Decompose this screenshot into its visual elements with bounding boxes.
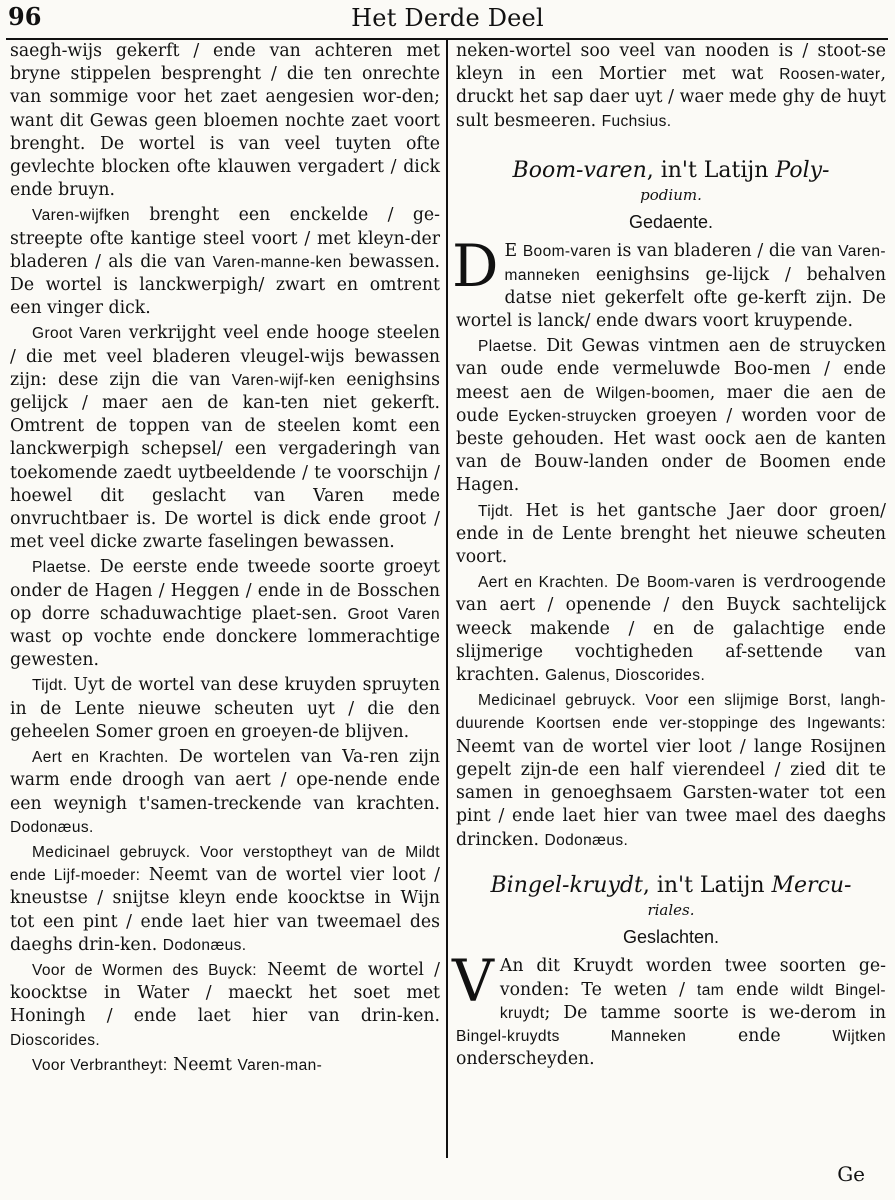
paragraph-text: eenighsins ge-lijck / behalven datse niet gekerfelt ofte ge-kerft zijn. De wortel is lanck/ ende dwars voort kruypende.	[456, 264, 886, 332]
paragraph	[456, 335, 886, 497]
paragraph	[456, 571, 886, 687]
source-citation: Dodonæus.	[544, 831, 629, 849]
heading-connector: , in't Latijn	[642, 872, 772, 898]
paragraph-text: verkrijght veel ende hooge steelen / die met veel bladeren vleugel-wijs bewassen zijn: dese zijn die van	[10, 323, 440, 390]
latin-name: Mercu-	[771, 872, 852, 898]
paragraph-text: ende	[724, 979, 791, 1000]
drop-cap: V	[452, 947, 494, 1016]
paragraph-text: Neemt van de wortel vier loot / kneustse / snijtse kleyn ende koocktse in Wijn tot een pint / ende laet hier van tweemael des daeghs drin-ken.	[10, 865, 440, 955]
term-label: Groot Varen	[347, 605, 440, 623]
term-label: tam	[697, 981, 725, 999]
plant-name: Boom-varen	[512, 157, 647, 183]
section-label: Aert en Krachten.	[478, 574, 609, 592]
source-citation: Dodonæus.	[162, 936, 247, 954]
paragraph-text: onderscheyden.	[456, 1049, 595, 1070]
drop-cap: D	[452, 232, 499, 301]
paragraph	[452, 232, 886, 333]
paragraph-text: , maer die aen de oude	[456, 382, 886, 426]
source-citation: Galenus, Dioscorides.	[545, 667, 706, 685]
paragraph	[10, 674, 440, 744]
paragraph-text: is verdroogende van aert / openende / den Buyck sachtelijck weeck makende / en de galachtige ende slijmerige vochtigheden af-settende van krachten.	[456, 572, 886, 686]
term-label: Varen-manneken	[504, 243, 886, 284]
section-label: Tijdt.	[478, 502, 514, 520]
term-label: Eycken-struycken	[508, 407, 637, 425]
term-label: Varen-wijf-ken	[231, 371, 336, 389]
right-column	[452, 40, 886, 1071]
term-label: wildt Bingel-kruydt	[499, 981, 886, 1022]
entry-heading	[456, 874, 886, 899]
page-number: 96	[8, 2, 42, 31]
latin-name-continued: podium.	[640, 186, 702, 205]
section-label: Plaetse.	[478, 338, 538, 356]
latin-name-continued: riales.	[647, 900, 695, 919]
paragraph-text: , druckt het sap daer uyt / waer mede ghy de huyt sult besmeeren.	[456, 64, 886, 131]
paragraph-text: De eerste ende tweede soorte groeyt onder de Hagen / Heggen / ende in de Bosschen op dorre schaduwachtige plaet-sen.	[10, 557, 440, 624]
running-head: Het Derde Deel	[351, 4, 544, 32]
term-label: Wijtken	[832, 1027, 886, 1045]
section-label: Plaetse.	[32, 559, 92, 577]
paragraph-text: eenighsins gelijck / maer aen de kan-ten niet gekerft. Omtrent de toppen van de steelen komt een lanckwerpigh schepsel/ een vergaderingh van toekomende zaedt uytbeeldende / te voorschijn / hoewel dit geslacht van Varen mede onvruchtbaer is. De wortel is dick ende groot / met veel dicke zwarte faselingen bewassen.	[10, 369, 440, 553]
paragraph-text: Uyt de wortel van dese kruyden spruyten in de Lente nieuwe scheuten uyt / die den geheelen Somer groen en groeyen-de blijven.	[10, 675, 440, 742]
paragraph	[452, 947, 886, 1071]
paragraph-text: bewassen. De wortel is lanckwerpigh/ zwart en omtrent een vinger dick.	[10, 251, 440, 319]
source-citation: Fuchsius.	[601, 112, 672, 130]
catchword: Ge	[837, 1162, 865, 1186]
paragraph	[10, 204, 440, 320]
paragraph	[456, 500, 886, 570]
paragraph-text: wast op vochte ende donckere lommerachtige gewesten.	[10, 627, 440, 671]
paragraph-text: Neemt van de wortel vier loot / lange Rosijnen gepelt zijn-de een half vierendeel / zied dit te samen in genoeghsaem Garsten-water tot een pint / ende laet hier van twee mael des daeghs drincken.	[456, 736, 886, 850]
paragraph-text: groeyen / worden voor de beste gehouden. Het wast oock aen de kanten van de Bouw-landen onder de Boomen ende Hagen.	[456, 405, 886, 496]
paragraph-text: E	[504, 241, 523, 262]
paragraph	[10, 959, 440, 1052]
paragraph-text: neken-wortel soo veel van nooden is / stoot-se kleyn in een Mortier met wat	[456, 41, 886, 85]
paragraph-text: saegh-wijs gekerft / ende van achteren met bryne stippelen besprenght / die ten onrechte van sommige voor het zaet aengesien wor-den; want dit Gewas geen bloemen nochte zaet voort brenght. De wortel is van veel tuyten ofte gevlechte blocken ofte klauwen vergadert / dick ende bruyn.	[10, 41, 440, 201]
section-title: Gedaente.	[628, 212, 714, 233]
term-label: Boom-varen	[522, 243, 612, 261]
entry-heading	[456, 159, 886, 184]
paragraph-text: is van bladeren / die van	[611, 241, 839, 262]
heading-connector: , in't Latijn	[646, 157, 776, 183]
column-divider	[446, 38, 448, 1158]
latin-name: Poly-	[775, 157, 830, 183]
term-label: Roosen-water	[779, 66, 881, 84]
paragraph-text: ; De tamme soorte is we-derom in	[544, 1002, 886, 1023]
paragraph-text: Neemt	[167, 1054, 238, 1075]
section-label: Tijdt.	[32, 677, 68, 695]
section-title: Geslachten.	[622, 927, 720, 948]
term-label: Wilgen-boomen	[595, 384, 710, 402]
term-label: Varen-man-	[237, 1056, 323, 1074]
source-citation: Dioscorides.	[10, 1031, 101, 1049]
paragraph	[456, 689, 886, 851]
paragraph-text: Neemt de wortel / koocktse in Water / maeckt het soet met Honingh / ende laet hier van drin-ken.	[10, 959, 440, 1027]
paragraph-text: Het is het gantsche Jaer door groen/ ende in de Lente brenght het nieuwe scheuten voort.	[456, 500, 886, 568]
paragraph-text: An dit Kruydt worden twee soorten ge-vonden: Te weten /	[499, 956, 886, 1000]
paragraph-text: ende	[686, 1025, 833, 1046]
left-column	[10, 40, 440, 1077]
source-citation: Dodonæus.	[10, 818, 94, 836]
paragraph	[10, 1054, 440, 1077]
paragraph-text: De wortelen van Va-ren zijn warm ende droogh van aert / ope-nende ende een weynigh t'samen-treckende van krachten.	[10, 747, 440, 814]
term-label: Varen-wijfken	[32, 207, 130, 225]
paragraph-text: De	[608, 572, 647, 593]
term-label: Varen-manne-ken	[212, 253, 342, 271]
paragraph	[10, 556, 440, 672]
paragraph-text: brenght een enckelde / ge-streepte ofte kantige steel voort / met kleyn-der bladeren / als die van	[10, 205, 440, 272]
paragraph	[10, 322, 440, 554]
section-label: Voor Verbrantheyt:	[32, 1056, 168, 1074]
page-header	[0, 0, 895, 40]
paragraph	[456, 40, 886, 133]
plant-name: Bingel-kruydt	[490, 872, 643, 898]
paragraph	[10, 40, 440, 202]
section-label: Medicinael gebruyck. Voor een slijmige Borst, langh-duurende Koortsen ende ver-stoppinge des Ingewants:	[456, 692, 886, 733]
term-label: Groot Varen	[32, 325, 122, 343]
paragraph-text: Dit Gewas vintmen aen de struycken van oude ende vermeluwde Boo-men / ende meest aen de	[456, 336, 886, 403]
paragraph	[10, 746, 440, 839]
section-label: Aert en Krachten.	[32, 749, 169, 767]
paragraph	[10, 841, 440, 957]
term-label: Bingel-kruydts Manneken	[456, 1027, 687, 1045]
term-label: Boom-varen	[646, 574, 736, 592]
section-label: Voor de Wormen des Buyck:	[32, 961, 257, 979]
section-label: Medicinael gebruyck. Voor verstoptheyt van de Mildt ende Lijf-moeder:	[10, 843, 440, 885]
